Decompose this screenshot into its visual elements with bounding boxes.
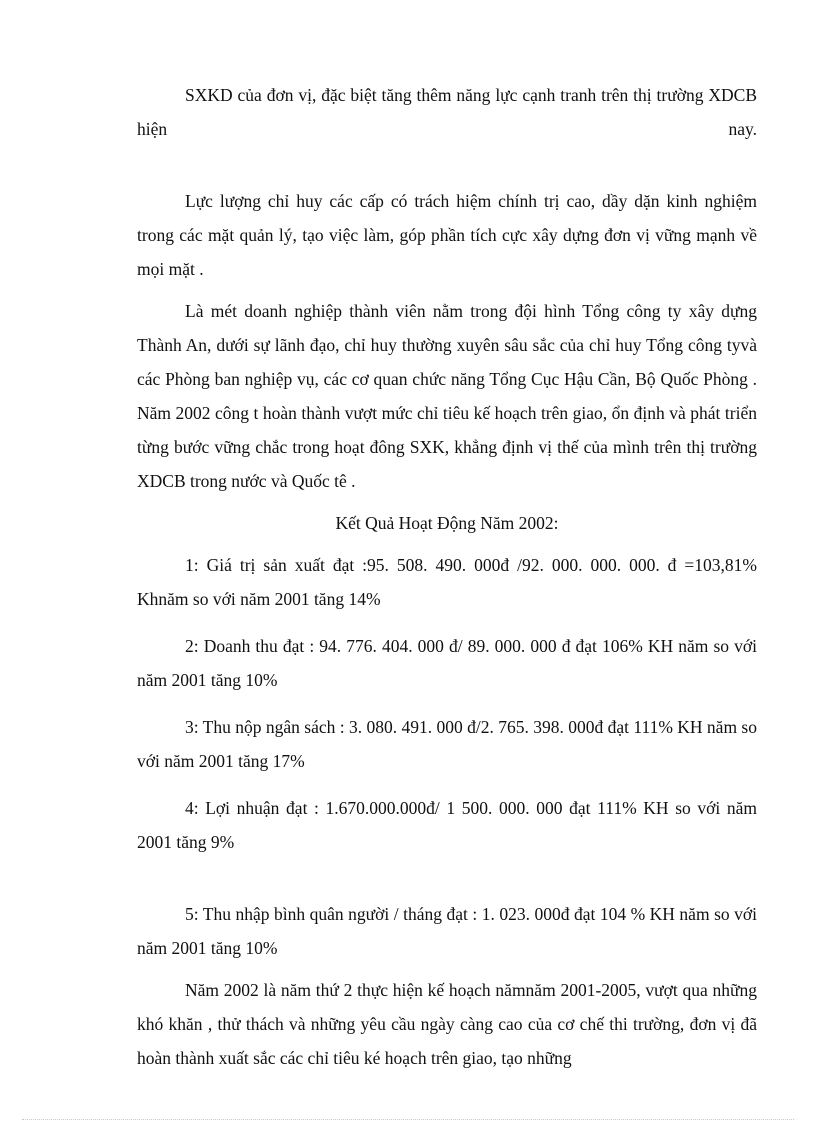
result-item-profit: 4: Lợi nhuận đạt : 1.670.000.000đ/ 1 500. 000. 000 đạt 111% KH so với năm 2001 tăng 9% — [137, 798, 757, 852]
results-heading: Kết Quả Hoạt Động Năm 2002: — [335, 513, 559, 533]
result-item-average-income: 5: Thu nhập bình quân người / tháng đạt : 1. 023. 000đ đạt 104 % KH năm so với năm 2001 tăng 10% — [137, 904, 757, 958]
page-bottom-divider — [22, 1119, 794, 1120]
paragraph-company-overview: Là mét doanh nghiệp thành viên nằm trong đội hình Tổng công ty xây dựng Thành An, dưới sự lãnh đạo, chỉ huy thường xuyên sâu sắc của chỉ huy Tổng công tyvà các Phòng ban nghiệp vụ, các cơ quan chức năng Tổng Cục Hậu Cần, Bộ Quốc Phòng . Năm 2002 công t hoàn thành vượt mức chỉ tiêu kế hoạch trên giao, ổn định và phát triển từng bước vững chắc trong hoạt đông SXK, khẳng định vị thế của mình trên thị trường XDCB trong nước và Quốc tê . — [137, 301, 757, 491]
paragraph-leadership: Lực lượng chỉ huy các cấp có trách hiệm chính trị cao, dầy dặn kinh nghiệm trong các mặt quản lý, tạo việc làm, góp phần tích cực xây dựng đơn vị vững mạnh về mọi mặt . — [137, 191, 757, 279]
document-body — [137, 78, 757, 1075]
result-item-budget-payment: 3: Thu nộp ngân sách : 3. 080. 491. 000 đ/2. 765. 398. 000đ đạt 111% KH năm so với năm 2001 tăng 17% — [137, 717, 757, 771]
paragraph-sxkd-competitiveness: SXKD của đơn vị, đặc biệt tăng thêm năng lực cạnh tranh trên thị trường XDCB hiện nay. — [137, 85, 757, 139]
paragraph-2002-summary: Năm 2002 là năm thứ 2 thực hiện kế hoạch nămnăm 2001-2005, vượt qua những khó khăn , thử thách và những yêu cầu ngày càng cao của cơ chế thi trường, đơn vị đã hoàn thành xuất sắc các chỉ tiêu ké hoạch trên giao, tạo những — [137, 980, 757, 1068]
result-item-production-value: 1: Giá trị sản xuất đạt :95. 508. 490. 000đ /92. 000. 000. 000. đ =103,81% Khnăm so với năm 2001 tăng 14% — [137, 555, 757, 609]
result-item-revenue: 2: Doanh thu đạt : 94. 776. 404. 000 đ/ 89. 000. 000 đ đạt 106% KH năm so với năm 2001 tăng 10% — [137, 636, 757, 690]
